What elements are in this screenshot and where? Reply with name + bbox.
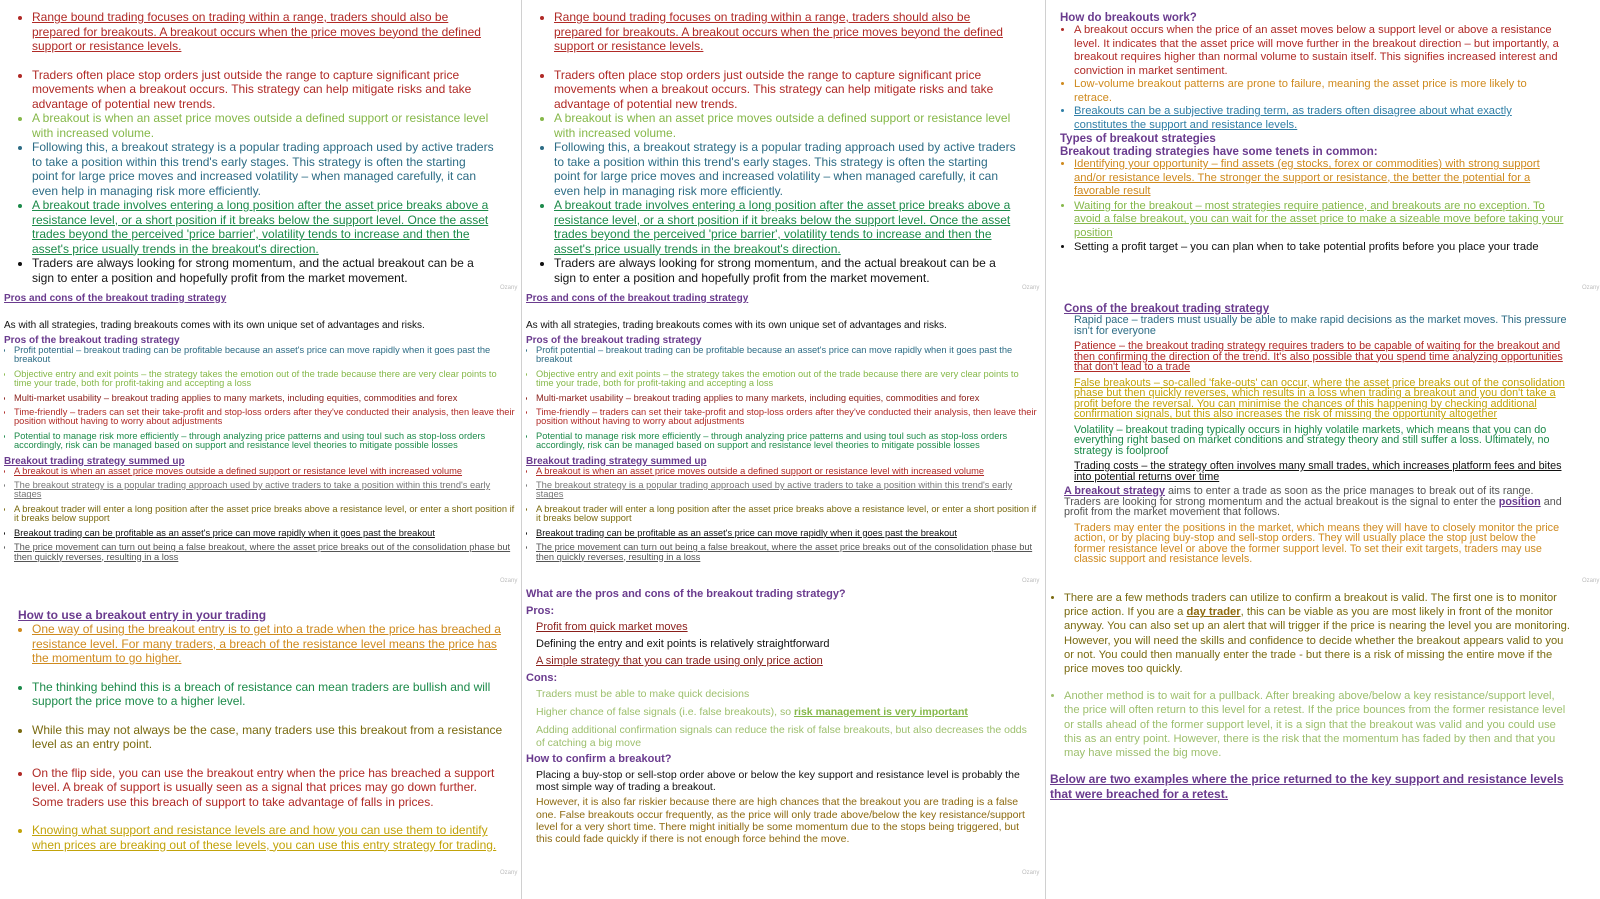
list-item: • The breakout strategy is a popular trading approach used by active traders to take a position within this trend's early stages <box>14 481 516 500</box>
list-item: • Objective entry and exit points – the strategy takes the emotion out of the trade because there are very clear points to time your trade, both for profit-taking and accepting a loss <box>536 370 1038 389</box>
watermark: Ozany <box>1022 285 1040 291</box>
list-item: • Traders are always looking for strong momentum, and the actual breakout can be a sign to enter a position and hopefully profit from the market movement. <box>32 256 494 285</box>
how-list <box>1060 24 1566 132</box>
summed-list <box>4 467 516 562</box>
list-item: • The breakout strategy is a popular trading approach used by active traders to take a position within this trend's early stages <box>536 481 1038 500</box>
list-item: • The price movement can turn out being a false breakout, where the asset price breaks out of the consolidation phase but then quickly reverses, resulting in a loss <box>536 543 1038 562</box>
list-item: • A breakout trade involves entering a long position after the asset price breaks above a resistance level, or a short position if it breaks below the support level. Once the asset trades beyond the perceived 'price barrier', volatility tends to increase and then the asset's price usually trends in the breakout's direction. <box>32 198 494 256</box>
intro-text: As with all strategies, trading breakouts comes with its own unique set of advantages and risks. <box>4 320 425 331</box>
list-item: • False breakouts – so-called 'fake-outs' can occur, where the asset price breaks out of the consolidation phase but then quickly reverses, which results in a loss when trading a breakout and you don't take a profit before the reversal. You can minimise the chances of this happening by checking additional confirmation signals, but this also increases the risk of missing the opportunity altogether <box>1074 378 1570 420</box>
col3-methods-section <box>1050 591 1570 801</box>
list-item: • Breakout trading can be profitable as an asset's price can move rapidly when it goes past the breakout <box>536 529 1038 538</box>
list-item: • A simple strategy that you can trade using only price action <box>536 655 1038 668</box>
section-title: How to use a breakout entry in your trading <box>18 608 267 622</box>
list-item: • There are a few methods traders can utilize to confirm a breakout is valid. The first one is to monitor price action. If you are a day trader, this can be viable as you are most likely in front of the monitor anyway. You can also set up an alert that will trigger if the price is nearing the level you are monitoring. However, you will need the skills and confidence to decide whether the breakout appears valid to you or not. You could then manually enter the trade - but there is a risk of missing the entire move if the price moves too quickly. <box>1064 591 1570 676</box>
list-item: • Waiting for the breakout – most strategies require patience, and breakouts are no exception. To avoid a false breakout, you can wait for the asset price to make a sizeable move before taking your position <box>1074 200 1566 241</box>
subsection-title: Pros of the breakout trading strategy <box>526 335 702 346</box>
list-item: • Traders often place stop orders just outside the range to capture significant price movements when a breakout occurs. This strategy can help mitigate risks and take advantage of potential new trends. <box>32 68 494 112</box>
col2-top-list <box>526 10 1016 285</box>
qa-pros-list <box>526 621 1038 668</box>
list-item: • The price movement can turn out being a false breakout, where the asset price breaks out of the consolidation phase but then quickly reverses, resulting in a loss <box>14 543 516 562</box>
list-item: • A breakout is when an asset price moves outside a defined support or resistance level with increased volume. <box>554 111 1016 140</box>
confirm-list <box>526 769 1038 845</box>
list-item: • Defining the entry and exit points is relatively straightforward <box>536 638 1038 651</box>
watermark: Ozany <box>1582 285 1600 291</box>
section-title: How to confirm a breakout? <box>526 753 672 765</box>
list-item: • A breakout trade involves entering a long position after the asset price breaks above a resistance level, or a short position if it breaks below the support level. Once the asset trades beyond the perceived 'price barrier', volatility tends to increase and then the asset's price usually trends in the breakout's direction. <box>554 198 1016 256</box>
tenets-list <box>1060 158 1566 255</box>
section-title: Breakout trading strategy summed up <box>526 455 707 467</box>
watermark: Ozany <box>1022 870 1040 876</box>
list-item: • One way of using the breakout entry is to get into a trade when the price has breached a resistance level. For many traders, a breach of the resistance level means the price has the momentum to go higher. <box>32 622 504 666</box>
col3-how-section <box>1060 12 1566 256</box>
list-item: • Range bound trading focuses on trading within a range, traders should also be prepared for breakouts. A breakout occurs when the price moves beyond the defined support or resistance levels. <box>554 10 1016 54</box>
list-item: • Patience – the breakout trading strategy requires traders to be capable of waiting for the breakout and then confirming the direction of the trend. It's also possible that you spend time analyzing opportunities that don't lead to a trade <box>1074 341 1570 373</box>
section-title: How do breakouts work? <box>1060 12 1197 24</box>
watermark: Ozany <box>1582 578 1600 584</box>
col1-pros-section <box>4 293 516 567</box>
enter-list <box>1064 523 1570 565</box>
column-3 <box>1046 0 1600 899</box>
subsection-title: Pros of the breakout trading strategy <box>4 335 180 346</box>
list-item: • Setting a profit target – you can plan when to take potential profits before you place your trade <box>1074 241 1566 255</box>
section-title: Below are two examples where the price returned to the key support and resistance levels that were breached for a retest. <box>1050 772 1564 801</box>
pros-list <box>4 346 516 451</box>
list-item: • Profit potential – breakout trading can be profitable because an asset's price can move rapidly when it goes past the breakout <box>536 346 1038 365</box>
watermark: Ozany <box>500 285 518 291</box>
list-item: • Time-friendly – traders can set their take-profit and stop-loss orders after they've conducted their analysis, then leave their position without having to worry about adjustments <box>14 408 516 427</box>
list-item: • A breakout occurs when the price of an asset moves below a support level or above a resistance level. It indicates that the asset price will move further in the breakout direction – but importantly, a breakout requires higher than normal volume to sustain itself. This signifies increased interest and conviction in market sentiment. <box>1074 24 1566 78</box>
watermark: Ozany <box>500 870 518 876</box>
section-title: Pros and cons of the breakout trading strategy <box>526 293 749 304</box>
day-trader-link[interactable]: day trader <box>1186 606 1241 619</box>
list-item: • Knowing what support and resistance levels are and how you can use them to identify when prices are breaking out of these levels, you can use this entry strategy for trading. <box>32 823 504 852</box>
list-item: • Multi-market usability – breakout trading applies to many markets, including equities, commodities and forex <box>536 394 1038 403</box>
col2-pros-section <box>526 293 1038 567</box>
list-item: • Profit from quick market moves <box>536 621 1038 634</box>
list-item: • Identifying your opportunity – find assets (eg stocks, forex or commodities) with strong support and/or resistance levels. The stronger the support or resistance, the better the potential for a favorable result <box>1074 158 1566 199</box>
intro-text: As with all strategies, trading breakouts comes with its own unique set of advantages and risks. <box>526 320 947 331</box>
col3-cons-section <box>1064 303 1570 568</box>
section-title: Types of breakout strategies <box>1060 133 1216 145</box>
list-item: • Rapid pace – traders must usually be able to make rapid decisions as the market moves. This pressure isn't for everyone <box>1074 315 1570 336</box>
breakout-strategy-paragraph: A breakout strategy aims to enter a trade as soon as the price manages to break out of its range. Traders are looking for strong momentum and the actual breakout is the signal to enter the position and profit from the market movement that follows. <box>1064 485 1562 518</box>
section-title: Pros and cons of the breakout trading strategy <box>4 293 227 304</box>
list-item: • Following this, a breakout strategy is a popular trading approach used by active traders to take a position within this trend's early stages. This strategy is often the starting point for large price moves and increased volatility – when managed carefully, it can even help in managing risk more efficiently. <box>554 140 1016 198</box>
section-title: Cons of the breakout trading strategy <box>1064 303 1270 315</box>
list-item: • The thinking behind this is a breach of resistance can mean traders are bullish and will support the price move to a higher level. <box>32 680 504 709</box>
breakout-strategy-link[interactable]: A breakout strategy <box>1064 485 1165 497</box>
list-item: • Multi-market usability – breakout trading applies to many markets, including equities, commodities and forex <box>14 394 516 403</box>
list-item: • Trading costs – the strategy often involves many small trades, which increases platform fees and bites into potential returns over time <box>1074 461 1570 482</box>
list-item: • A breakout is when an asset price moves outside a defined support or resistance level with increased volume. <box>32 111 494 140</box>
list-item: • Placing a buy-stop or sell-stop order above or below the key support and resistance level is probably the most simple way of trading a breakout. <box>536 769 1038 793</box>
summed-list <box>526 467 1038 562</box>
watermark: Ozany <box>500 578 518 584</box>
list-item: • Traders often place stop orders just outside the range to capture significant price movements when a breakout occurs. This strategy can help mitigate risks and take advantage of potential new trends. <box>554 68 1016 112</box>
list-item: • While this may not always be the case, many traders use this breakout from a resistance level as an entry point. <box>32 723 504 752</box>
list-item: • A breakout trader will enter a long position after the asset price breaks above a resistance level, or enter a short position if it breaks below support <box>14 505 516 524</box>
section-title: What are the pros and cons of the breakout trading strategy? <box>526 588 846 600</box>
list-item: • Volatility – breakout trading typically occurs in highly volatile markets, which means that you can do everything right based on market conditions and strategy theory and still suffer a loss. Ultimately, no strategy is foolproof <box>1074 425 1570 457</box>
list-item: • Traders must be able to make quick decisions <box>536 688 1038 701</box>
list-item: • A breakout is when an asset price moves outside a defined support or resistance level with increased volume <box>536 467 1038 476</box>
pros-label: Pros: <box>526 605 555 617</box>
methods-list <box>1050 591 1570 760</box>
column-2 <box>522 0 1044 899</box>
cons-list <box>1064 315 1570 482</box>
list-item: • Another method is to wait for a pullback. After breaking above/below a key resistance/support level, the price will often return to this level for a retest. If the price bounces from the former resistance level or stalls ahead of the former support level, it is a sign that the breakout was valid and you could use this as an entry point. However, there is the risk that the momentum has faded by then and that you may have missed the big move. <box>1064 689 1570 760</box>
list-item: • A breakout trader will enter a long position after the asset price breaks above a resistance level, or enter a short position if it breaks below support <box>536 505 1038 524</box>
list-item: • On the flip side, you can use the breakout entry when the price has breached a support level. A break of support is usually seen as a signal that prices may go down further. Some traders use this breach of support to take advantage of falls in prices. <box>32 766 504 810</box>
list-item: • Time-friendly – traders can set their take-profit and stop-loss orders after they've conducted their analysis, then leave their position without having to worry about adjustments <box>536 408 1038 427</box>
col2-top-section <box>526 10 1016 285</box>
list-item: • Breakout trading can be profitable as an asset's price can move rapidly when it goes past the breakout <box>14 529 516 538</box>
list-item: • Traders may enter the positions in the market, which means they will have to closely monitor the price action, or by placing buy-stop and sell-stop orders. They will usually place the stop just below the former resistance level or above the former support level. To set their exit targets, traders may use classic support and resistance levels. <box>1074 523 1570 565</box>
section-title: Breakout trading strategy summed up <box>4 455 185 467</box>
col2-qa-section <box>526 588 1038 848</box>
subsection-title: Breakout trading strategies have some tenets in common: <box>1060 146 1378 158</box>
list-item: • Traders are always looking for strong momentum, and the actual breakout can be a sign to enter a position and hopefully profit from the market movement. <box>554 256 1016 285</box>
list-item: • However, it is also far riskier because there are high chances that the breakout you are trading is a false one. False breakouts occur frequently, as the price will only trade above/below the key resistance/support level for a very short time. There might initially be some momentum due to the stops being triggered, but this could fade quickly if there is not enough force behind the move. <box>536 796 1038 845</box>
list-item: • Adding additional confirmation signals can reduce the risk of false breakouts, but also decreases the odds of catching a big move <box>536 724 1038 750</box>
pros-list <box>526 346 1038 451</box>
list-item: • Following this, a breakout strategy is a popular trading approach used by active traders to take a position within this trend's early stages. This strategy is often the starting point for large price moves and increased volatility – when managed carefully, it can even help in managing risk more efficiently. <box>32 140 494 198</box>
list-item: • A breakout is when an asset price moves outside a defined support or resistance level with increased volume <box>14 467 516 476</box>
list-item: • Higher chance of false signals (i.e. false breakouts), so risk management is very important <box>536 706 1038 719</box>
col1-top-list <box>4 10 494 285</box>
list-item: • Objective entry and exit points – the strategy takes the emotion out of the trade because there are very clear points to time your trade, both for profit-taking and accepting a loss <box>14 370 516 389</box>
position-link[interactable]: position <box>1498 495 1541 508</box>
qa-cons-list <box>526 688 1038 750</box>
cons-label: Cons: <box>526 672 558 684</box>
col1-entry-section <box>4 608 504 866</box>
list-item: • Profit potential – breakout trading can be profitable because an asset's price can move rapidly when it goes past the breakout <box>14 346 516 365</box>
list-item: • Range bound trading focuses on trading within a range, traders should also be prepared for breakouts. A breakout occurs when the price moves beyond the defined support or resistance levels. <box>32 10 494 54</box>
list-item: • Breakouts can be a subjective trading term, as traders often disagree about what exactly constitutes the support and resistance levels. <box>1074 105 1566 132</box>
list-item: • Potential to manage risk more efficiently – through analyzing price patterns and using toul such as stop-loss orders accordingly, risk can be managed based on support and resistance level theories to mitigate possible losses <box>536 432 1038 451</box>
list-item: • Potential to manage risk more efficiently – through analyzing price patterns and using toul such as stop-loss orders accordingly, risk can be managed based on support and resistance level theories to mitigate possible losses <box>14 432 516 451</box>
entry-list <box>4 622 504 852</box>
watermark: Ozany <box>1022 578 1040 584</box>
risk-management-link[interactable]: risk management is very important <box>793 706 968 718</box>
col1-top-section <box>4 10 494 285</box>
column-1 <box>0 0 520 899</box>
list-item: • Low-volume breakout patterns are prone to failure, meaning the asset price is more likely to retrace. <box>1074 78 1566 105</box>
